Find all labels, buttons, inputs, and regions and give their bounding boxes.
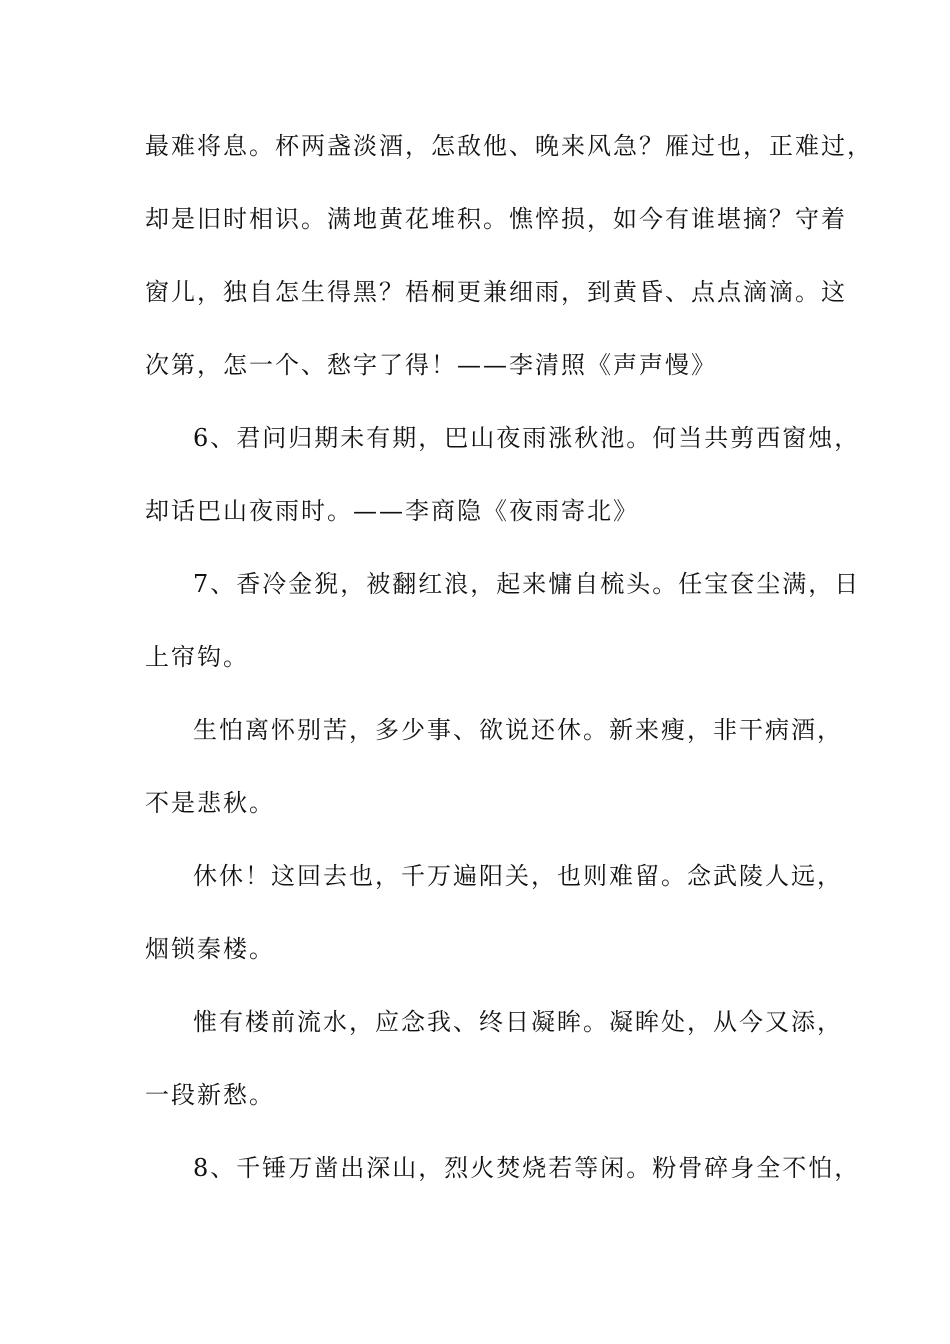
- text-line: 却是旧时相识。满地黄花堆积。憔悴损，如今有谁堪摘？守着: [145, 205, 847, 233]
- text-line: 最难将息。杯两盏淡酒，怎敌他、晚来风急？雁过也，正难过，: [145, 132, 873, 160]
- text-line: 却话巴山夜雨时。——李商隐《夜雨寄北》: [145, 497, 639, 525]
- text-line: 7、香冷金猊，被翻红浪，起来慵自梳头。任宝奁尘满，日: [193, 570, 861, 598]
- text-line: 次第，怎一个、愁字了得！——李清照《声声慢》: [145, 351, 717, 379]
- text-line: 生怕离怀别苦，多少事、欲说还休。新来瘦，非干病酒，: [193, 716, 843, 744]
- text-line: 烟锁秦楼。: [145, 935, 275, 963]
- text-line: 一段新愁。: [145, 1081, 275, 1109]
- text-line: 6、君问归期未有期，巴山夜雨涨秋池。何当共剪西窗烛，: [193, 424, 861, 452]
- document-body: [145, 128, 873, 1223]
- text-line: 休休！这回去也，千万遍阳关，也则难留。念武陵人远，: [193, 862, 843, 890]
- text-line: 上帘钩。: [145, 643, 249, 671]
- text-line: 8、千锤万凿出深山，烈火焚烧若等闲。粉骨碎身全不怕，: [193, 1154, 861, 1182]
- text-line: 窗儿，独自怎生得黑？梧桐更兼细雨，到黄昏、点点滴滴。这: [145, 278, 847, 306]
- text-line: 不是悲秋。: [145, 789, 275, 817]
- text-line: 惟有楼前流水，应念我、终日凝眸。凝眸处，从今又添，: [193, 1008, 843, 1036]
